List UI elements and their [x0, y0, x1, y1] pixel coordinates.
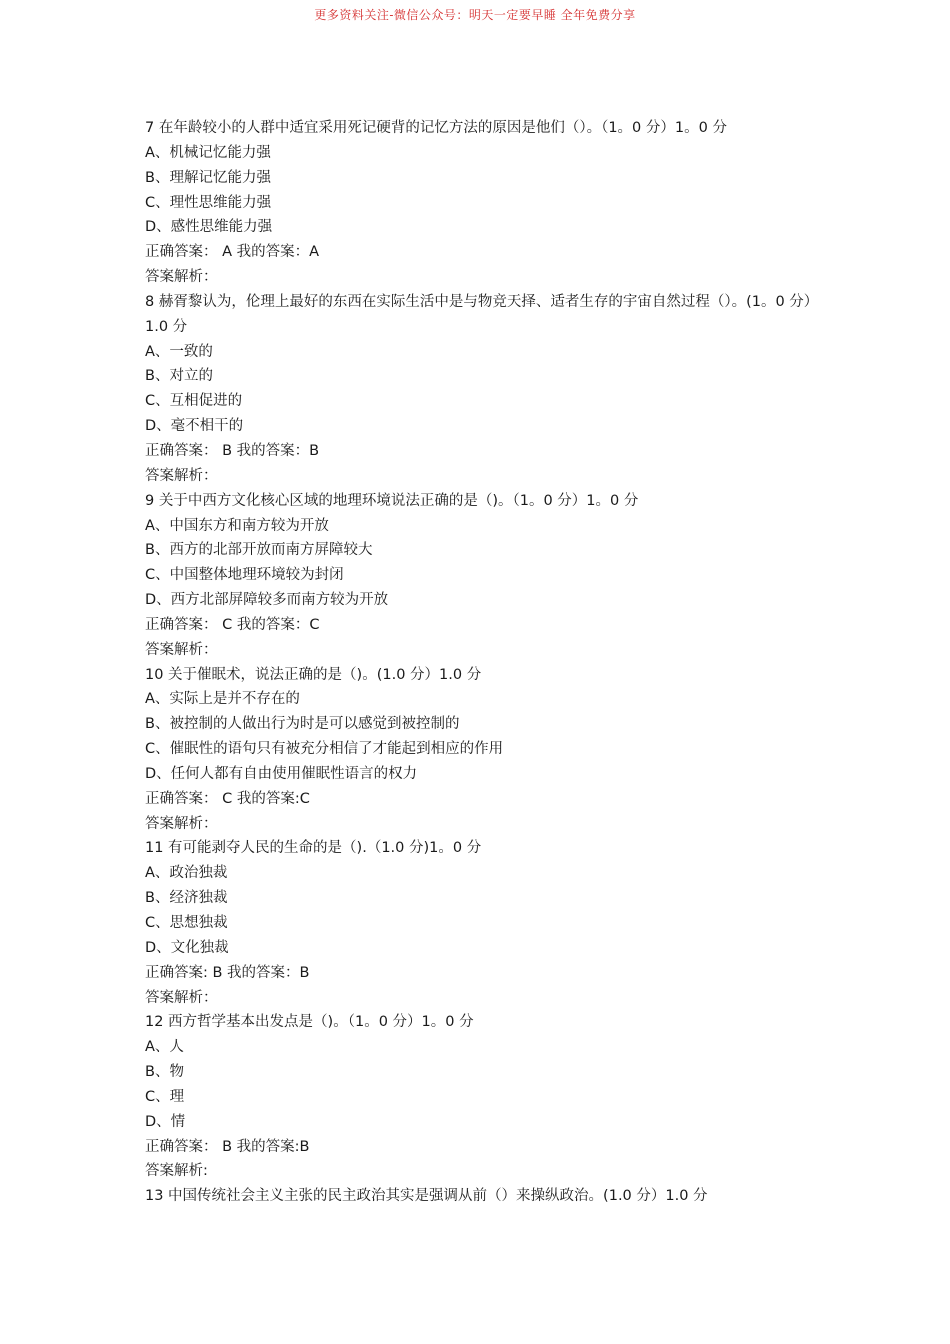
option-b: B、理解记忆能力强 [145, 169, 271, 186]
answer-line: 正确答案： C 我的答案：C [145, 616, 320, 633]
option-b: B、西方的北部开放而南方屏障较大 [145, 542, 373, 559]
question-list [145, 116, 825, 1209]
option-d: D、情 [145, 1113, 186, 1130]
option-a: A、机械记忆能力强 [145, 144, 271, 161]
option-c: C、互相促进的 [145, 393, 243, 410]
option-c: C、中国整体地理环境较为封闭 [145, 567, 344, 584]
option-b: B、经济独裁 [145, 890, 228, 907]
header-banner: 更多资料关注-微信公众号：明天一定要早睡 全年免费分享 [314, 8, 636, 22]
option-b: B、对立的 [145, 368, 213, 385]
option-c: C、理性思维能力强 [145, 194, 272, 211]
option-c: C、思想独裁 [145, 915, 228, 931]
option-d: D、任何人都有自由使用催眠性语言的权力 [145, 765, 418, 782]
answer-line: 正确答案: B 我的答案：B [145, 964, 310, 981]
option-a: A、一致的 [145, 343, 213, 360]
question-stem: 13 中国传统社会主义主张的民主政治其实是强调从前（）来操纵政治。(1.0 分）1.0 分 [145, 1188, 708, 1205]
analysis-label: 答案解析: [145, 1163, 208, 1180]
question-stem: 11 有可能剥夺人民的生命的是（).（1.0 分)1。0 分 [145, 840, 482, 857]
option-d: D、毫不相干的 [145, 418, 244, 435]
option-d: D、感性思维能力强 [145, 219, 273, 236]
analysis-label: 答案解析： [145, 269, 218, 286]
option-b: B、物 [145, 1064, 184, 1081]
answer-line: 正确答案： C 我的答案:C [145, 790, 310, 807]
option-c: C、催眠性的语句只有被充分相信了才能起到相应的作用 [145, 741, 504, 758]
question-stem: 12 西方哲学基本出发点是（)。（1。0 分）1。0 分 [145, 1014, 474, 1031]
question-stem: 9 关于中西方文化核心区域的地理环境说法正确的是（)。（1。0 分）1。0 分 [145, 492, 639, 509]
analysis-label: 答案解析： [145, 467, 218, 484]
option-d: D、文化独裁 [145, 939, 229, 956]
question-stem: 8 赫胥黎认为，伦理上最好的东西在实际生活中是与物竞天择、适者生存的宇宙自然过程（）。(1。0 分）1.0 分 [145, 293, 819, 335]
answer-line: 正确答案： B 我的答案：B [145, 442, 320, 459]
option-a: A、政治独裁 [145, 865, 228, 882]
option-a: A、人 [145, 1039, 184, 1056]
question-stem: 7 在年龄较小的人群中适宜采用死记硬背的记忆方法的原因是他们（）。（1。0 分）1。0 分 [145, 120, 727, 136]
option-a: A、实际上是并不存在的 [145, 691, 300, 708]
answer-line: 正确答案： A 我的答案：A [145, 244, 320, 261]
option-c: C、理 [145, 1088, 185, 1105]
answer-line: 正确答案： B 我的答案:B [145, 1138, 310, 1155]
analysis-label: 答案解析： [145, 815, 218, 832]
analysis-label: 答案解析： [145, 641, 218, 658]
option-a: A、中国东方和南方较为开放 [145, 517, 329, 534]
option-d: D、西方北部屏障较多而南方较为开放 [145, 592, 389, 609]
analysis-label: 答案解析： [145, 989, 218, 1006]
option-b: B、被控制的人做出行为时是可以感觉到被控制的 [145, 716, 460, 733]
question-stem: 10 关于催眠术，说法正确的是（)。(1.0 分）1.0 分 [145, 666, 482, 683]
